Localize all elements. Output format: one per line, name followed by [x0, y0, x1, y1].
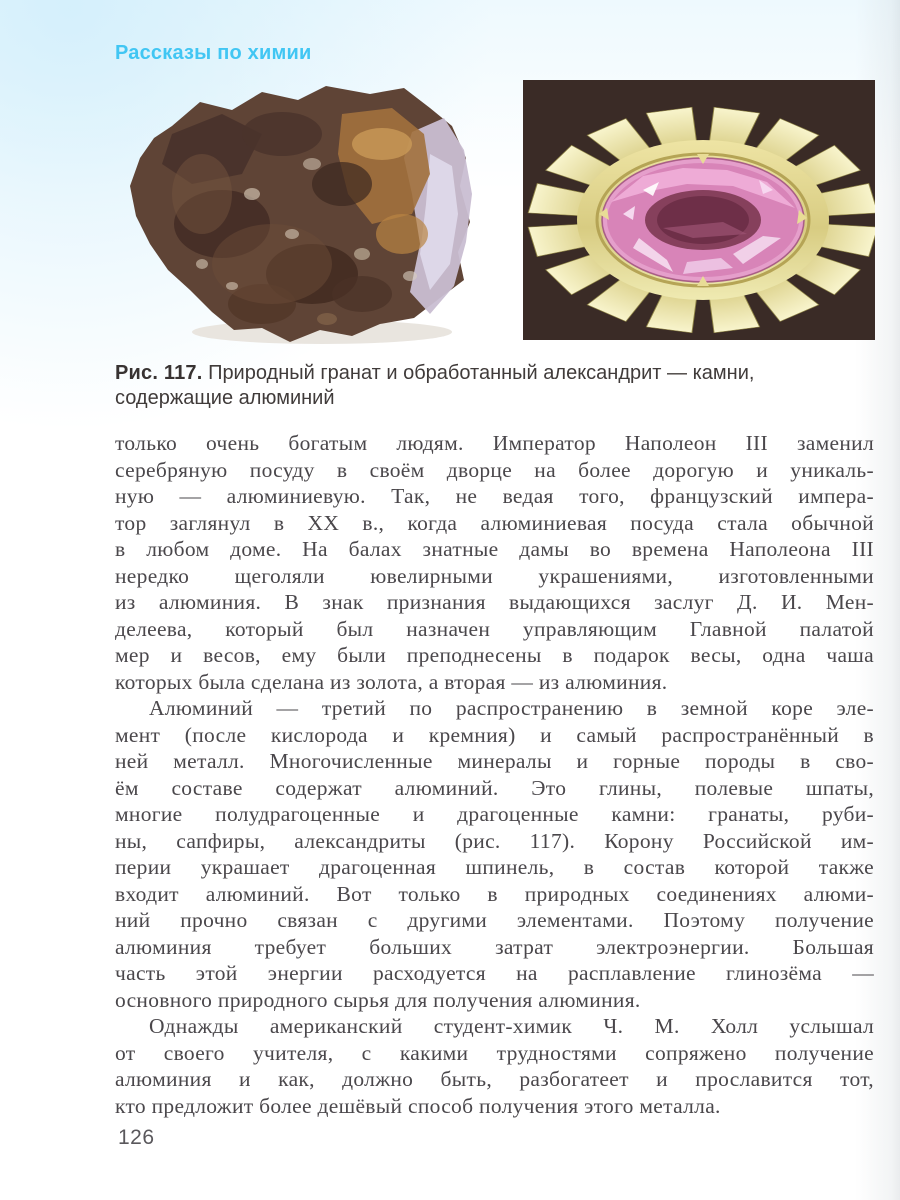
body-line: алюминия требует больших затрат электроэнергии. Большая — [115, 934, 874, 959]
figure-caption — [115, 361, 835, 411]
page-header — [115, 42, 311, 65]
page-number: 126 — [118, 1126, 155, 1149]
body-line: ней металл. Многочисленные минералы и горные породы в сво- — [115, 749, 874, 773]
body-line: ём составе содержат алюминий. Это глины, полевые шпаты, — [115, 775, 874, 800]
body-line: входит алюминий. Вот только в природных соединениях алюми- — [115, 881, 874, 906]
running-title: Рассказы по химии — [115, 42, 312, 64]
body-line: тор заглянул в XX в., когда алюминиевая посуда стала обычной — [115, 510, 874, 535]
natural-garnet-photo-image — [112, 74, 492, 360]
body-line: Однажды американский студент-химик Ч. М. Холл услышал — [149, 1014, 874, 1038]
body-line: которых была сделана из золота, а вторая — из алюминия. — [115, 669, 668, 694]
body-line: кто предложит более дешёвый способ получения этого металла. — [115, 1093, 721, 1118]
caption-line-2: содержащие алюминий — [115, 387, 335, 409]
body-line: основного природного сырья для получения алюминия. — [115, 987, 641, 1012]
body-line: ную — алюминиевую. Так, не ведая того, французский импера- — [115, 484, 874, 508]
body-line: алюминия и как, должно быть, разбогатеет и прославится тот, — [115, 1067, 874, 1091]
caption-line-1 — [115, 361, 835, 386]
figure-number-label: Рис. 117. — [115, 362, 203, 384]
body-text — [115, 430, 874, 1119]
body-line: Алюминий — третий по распространению в земной коре эле- — [149, 696, 874, 720]
alexandrite-brooch-photo-image — [523, 80, 875, 340]
body-line: делеева, который был назначен управляющим Главной палатой — [115, 616, 874, 641]
paragraph — [115, 430, 874, 695]
caption-text: Природный гранат и обработанный александрит — камни, — [208, 362, 755, 384]
paragraph — [115, 695, 874, 1013]
body-line: нередко щеголяли ювелирными украшениями, изготовленными — [115, 563, 874, 588]
body-line: мент (после кислорода и кремния) и самый распространённый в — [115, 722, 874, 747]
paragraph — [115, 1013, 874, 1119]
body-line: ны, сапфиры, александриты (рис. 117). Корону Российской им- — [115, 828, 874, 853]
body-line: серебряную посуду в своём дворце на более дорогую и уникаль- — [115, 457, 874, 482]
body-line: в любом доме. На балах знатные дамы во времена Наполеона III — [115, 537, 874, 561]
body-line: часть этой энергии расходуется на расплавление глинозёма — — [115, 961, 874, 985]
body-line: ний прочно связан с другими элементами. Поэтому получение — [115, 908, 874, 932]
body-line: из алюминия. В знак признания выдающихся заслуг Д. И. Мен- — [115, 590, 874, 614]
body-line: мер и весов, ему были преподнесены в подарок весы, одна чаша — [115, 643, 874, 667]
body-line: перии украшает драгоценная шпинель, в состав которой также — [115, 855, 874, 879]
body-line: только очень богатым людям. Император Наполеон III заменил — [115, 431, 874, 455]
body-line: от своего учителя, с какими трудностями сопряжено получение — [115, 1040, 874, 1065]
body-line: многие полудрагоценные и драгоценные камни: гранаты, руби- — [115, 802, 874, 826]
